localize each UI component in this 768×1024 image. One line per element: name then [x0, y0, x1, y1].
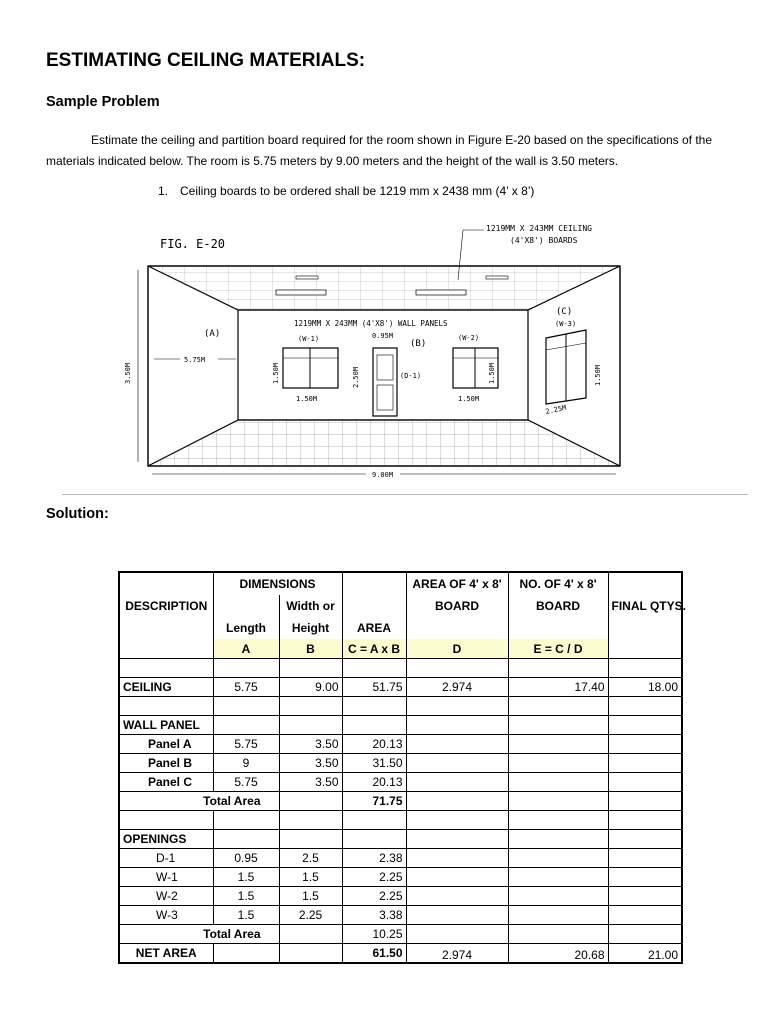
header-no-board-2: BOARD — [508, 595, 608, 617]
table-row — [119, 754, 682, 773]
room-figure — [118, 218, 638, 480]
cell-c: 51.75 — [342, 678, 406, 697]
header-b: B — [279, 639, 342, 659]
cell-a: 5.75 — [213, 678, 279, 697]
wall-panel-note: 1219MM X 243MM (4'X8') WALL PANELS — [294, 319, 448, 328]
door-width-label: 0.95M — [372, 332, 394, 340]
cell-b: 1.5 — [279, 868, 342, 887]
cell-b: 2.5 — [279, 849, 342, 868]
cell-a: 5.75 — [213, 773, 279, 792]
header-row — [119, 572, 682, 595]
cell-c: 31.50 — [342, 754, 406, 773]
table-row — [119, 735, 682, 754]
w3-height-label: 1.50M — [594, 364, 602, 386]
cell-c: 20.13 — [342, 735, 406, 754]
row-desc: WALL PANEL — [119, 716, 213, 735]
w2-width-label: 1.50M — [458, 395, 480, 403]
ceiling-note-line-1: 1219MM X 243MM CEILING — [486, 224, 592, 233]
row-desc: Panel A — [119, 735, 213, 754]
table-row — [119, 716, 682, 735]
header-row — [119, 595, 682, 617]
table-row — [119, 773, 682, 792]
w2-label: (W-2) — [458, 334, 480, 342]
header-no-board-1: NO. OF 4' x 8' — [508, 572, 608, 595]
section-heading-sample-problem: Sample Problem — [46, 94, 160, 110]
cell-f: 21.00 — [608, 944, 682, 964]
ceiling-note-line-2: (4'X8') BOARDS — [510, 236, 578, 245]
row-desc: W-2 — [119, 887, 213, 906]
cell-e: 20.68 — [508, 944, 608, 964]
table-row — [119, 925, 682, 944]
room-depth-label: 5.75M — [184, 356, 206, 364]
table-row — [119, 811, 682, 830]
w3-label: (W-3) — [555, 320, 577, 328]
row-desc: NET AREA — [119, 944, 213, 964]
cell-b: 3.50 — [279, 754, 342, 773]
row-desc: W-1 — [119, 868, 213, 887]
header-area-formula: C = A x B — [342, 639, 406, 659]
table-row — [119, 906, 682, 925]
wall-c-label: (C) — [556, 307, 573, 317]
d1-label: (D-1) — [400, 372, 422, 380]
row-desc: CEILING — [119, 678, 213, 697]
wall-b-label: (B) — [410, 339, 427, 349]
cell-e: 17.40 — [508, 678, 608, 697]
room-height-label: 3.50M — [124, 362, 132, 384]
cell-a: 1.5 — [213, 887, 279, 906]
cell-a: 9 — [213, 754, 279, 773]
header-no-formula: E = C / D — [508, 639, 608, 659]
row-desc: Panel C — [119, 773, 213, 792]
total-label: Total Area — [119, 792, 279, 811]
cell-d: 2.974 — [406, 678, 508, 697]
header-description: DESCRIPTION — [119, 595, 213, 617]
page-title: ESTIMATING CEILING MATERIALS: — [46, 50, 366, 71]
row-desc: OPENINGS — [119, 830, 213, 849]
cell-a: 1.5 — [213, 906, 279, 925]
header-row — [119, 617, 682, 639]
cell-a: 0.95 — [213, 849, 279, 868]
header-height: Height — [279, 617, 342, 639]
table-row — [119, 659, 682, 678]
w1-height-label: 1.50M — [272, 362, 280, 384]
cell-a: 1.5 — [213, 868, 279, 887]
cell-d: 2.974 — [406, 944, 508, 964]
cell-a: 5.75 — [213, 735, 279, 754]
table-row-net-area — [119, 944, 682, 964]
header-final: FINAL QTYS. — [608, 595, 682, 617]
header-area-board-2: BOARD — [406, 595, 508, 617]
cell-c: 2.25 — [342, 887, 406, 906]
table-row — [119, 697, 682, 716]
header-width-or: Width or — [279, 595, 342, 617]
table-row — [119, 830, 682, 849]
table-row — [119, 868, 682, 887]
room-drawing — [118, 218, 638, 480]
figure-caption: FIG. E-20 — [160, 237, 226, 251]
cell-b: 1.5 — [279, 887, 342, 906]
table-row — [119, 849, 682, 868]
cell-c: 61.50 — [342, 944, 406, 964]
table-row — [119, 887, 682, 906]
header-a: A — [213, 639, 279, 659]
header-row — [119, 639, 682, 659]
header-area: AREA — [342, 617, 406, 639]
cell-f: 18.00 — [608, 678, 682, 697]
estimate-table — [118, 571, 686, 964]
header-dimensions: DIMENSIONS — [213, 572, 342, 595]
cell-c: 71.75 — [342, 792, 406, 811]
problem-statement: Estimate the ceiling and partition board required for the room shown in Figure E-20 based on the specifications of the materials indicated below. The room is 5.75 meters by 9.00 meters and the height of the wall is 3.50 meters. — [46, 133, 713, 168]
row-desc: D-1 — [119, 849, 213, 868]
w2-height-label: 1.50M — [488, 362, 496, 384]
cell-b: 3.50 — [279, 773, 342, 792]
cell-b: 2.25 — [279, 906, 342, 925]
w1-width-label: 1.50M — [296, 395, 318, 403]
header-length: Length — [213, 617, 279, 639]
cell-c: 3.38 — [342, 906, 406, 925]
cell-c: 2.25 — [342, 868, 406, 887]
header-area-board-1: AREA OF 4' x 8' — [406, 572, 508, 595]
wall-a-label: (A) — [204, 329, 221, 339]
cell-c: 10.25 — [342, 925, 406, 944]
table-row — [119, 792, 682, 811]
section-heading-solution: Solution: — [46, 506, 109, 522]
row-desc: W-3 — [119, 906, 213, 925]
cell-b: 3.50 — [279, 735, 342, 754]
w3-width-label: 2.25M — [544, 403, 568, 416]
cell-c: 20.13 — [342, 773, 406, 792]
room-length-label: 9.00M — [372, 471, 394, 479]
cell-c: 2.38 — [342, 849, 406, 868]
specification-item — [158, 184, 534, 198]
cell-b: 9.00 — [279, 678, 342, 697]
row-desc: Panel B — [119, 754, 213, 773]
header-d: D — [406, 639, 508, 659]
door-height-label: 2.50M — [352, 366, 360, 388]
section-divider — [62, 494, 748, 495]
table-row — [119, 678, 682, 697]
list-text: Ceiling boards to be ordered shall be 1219 mm x 2438 mm (4’ x 8’) — [180, 184, 535, 198]
w1-label: (W-1) — [298, 335, 320, 343]
list-number: 1. — [158, 184, 169, 198]
total-label: Total Area — [119, 925, 279, 944]
